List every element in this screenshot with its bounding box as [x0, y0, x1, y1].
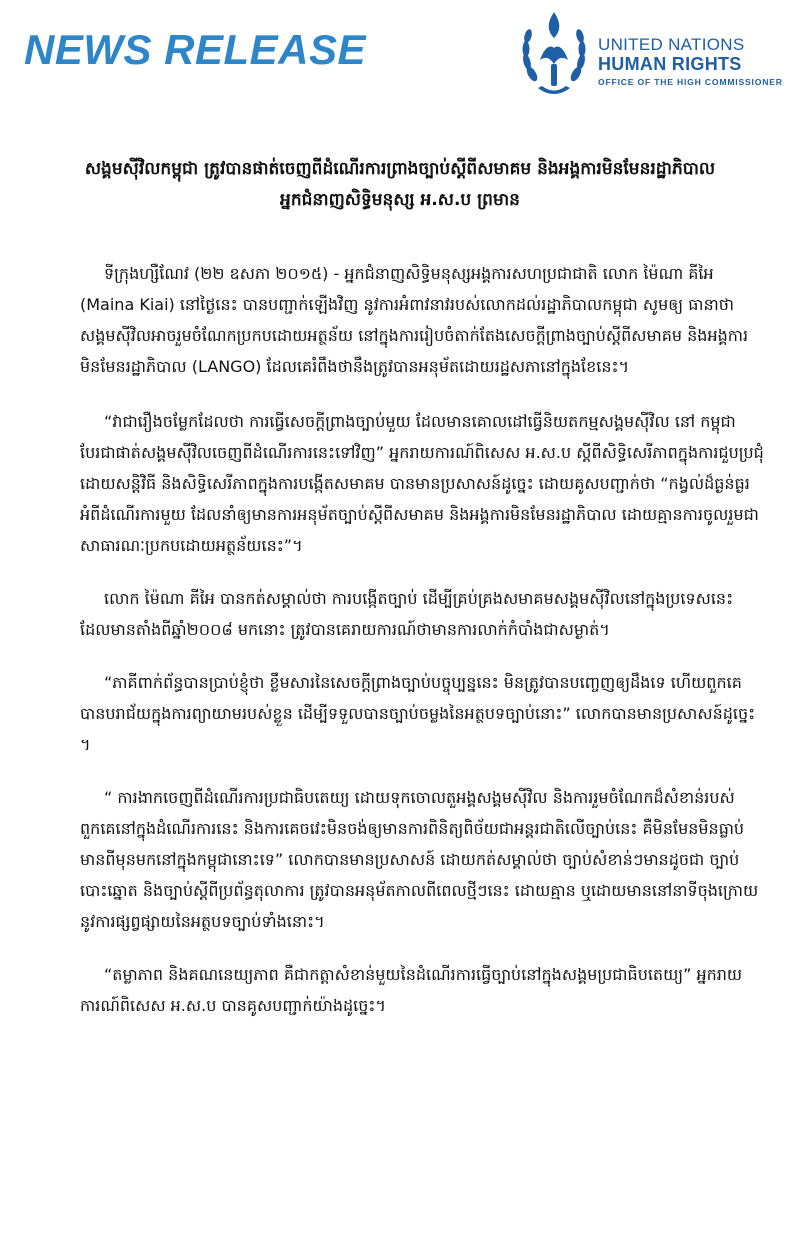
logo-office-high-commissioner: OFFICE OF THE HIGH COMMISSIONER — [598, 77, 783, 87]
news-release-heading: NEWS RELEASE — [24, 26, 367, 73]
paragraph: “ ការងាកចេញពីដំណើរការប្រជាធិបតេយ្យ ដោយទុកចោលតួអង្គសង្គមស៊ីវិល និងការរួមចំណែកដ៏សំខាន់របស់ពួកគេនៅក្នុងដំណើរការនេះ និងការគេចវេះមិនចង់ឲ្យមានការពិនិត្យពិច័យជាអន្តរជាតិលើច្បាប់នេះ គឺមិនមែនមិនធ្លាប់មានពីមុនមកនៅក្នុងកម្ពុជានោះទេ” លោកបានមានប្រសាសន៍ ដោយកត់សម្គាល់ថា ច្បាប់សំខាន់ៗមានដូចជា ច្បាប់បោះឆ្នោត និងច្បាប់ស្ដីពីប្រព័ន្ធតុលាការ ត្រូវបានអនុម័តកាលពីពេលថ្មីៗនេះ ដោយគ្មាន ឬដោយមាននៅនាទីចុងក្រោយ នូវការផ្សព្វផ្សាយនៃអត្ថបទច្បាប់ទាំងនោះ។ — [80, 788, 759, 931]
paragraph: “ភាគីពាក់ព័ន្ធបានប្រាប់ខ្ញុំថា ខ្លឹមសារនៃសេចក្ដីព្រាងច្បាប់បច្ចុប្បន្ននេះ មិនត្រូវបានបញ្ចេញឲ្យដឹងទេ ហើយពួកគេ បានបរាជ័យក្នុងការព្យាយាមរបស់ខ្លួន ដើម្បីទទួលបានច្បាប់ចម្លងនៃអត្ថបទច្បាប់នោះ” លោកបានមានប្រសាសន៍ដូច្នេះ ។ — [80, 673, 756, 754]
logo-united-nations: UNITED NATIONS — [598, 35, 745, 54]
paragraph: “វាជារឿងចម្លែកដែលថា ការធ្វើសេចក្ដីព្រាងច្បាប់មួយ ដែលមានគោលដៅធ្វើនិយតកម្មសង្គមស៊ីវិល នៅ កម្ពុជា បែរជាផាត់សង្គមស៊ីវិលចេញពីដំណើរការនេះទៅវិញ” អ្នករាយការណ៍ពិសេស អ.ស.ប ស្ដីពីសិទ្ធិសេរីភាពក្នុងការជួបប្រជុំដោយសន្តិវិធី និងសិទ្ធិសេរីភាពក្នុងការបង្កើតសមាគម បានមានប្រសាសន៍ដូច្នេះ ដោយគូសបញ្ជាក់ថា “កង្វល់ដ៏ធ្ងន់ធ្ងរអំពីដំណើរការមួយ ដែលនាំឲ្យមានការអនុម័តច្បាប់ស្ដីពីសមាគម និងអង្គការមិនមែនរដ្ឋាភិបាល ដោយគ្មានការចូលរួមជាសាធារណៈប្រកបដោយអត្ថន័យនេះ”។ — [80, 412, 764, 555]
title-line-2: អ្នកជំនាញសិទ្ធិមនុស្ស អ.ស.ប ព្រមាន — [280, 190, 520, 210]
paragraph: ទីក្រុងហ្សឺណែវ (២២ ឧសភា ២០១៥) - អ្នកជំនាញសិទ្ធិមនុស្សអង្គការសហប្រជាជាតិ លោក ម៉ៃណា គីអៃ (Maina Kiai) នៅថ្ងៃនេះ បានបញ្ជាក់ឡើងវិញ នូវការអំពាវនាវរបស់លោកដល់រដ្ឋាភិបាលកម្ពុជា សូមឲ្យ ធានាថា សង្គមស៊ីវិលអាចរួមចំណែកប្រកបដោយអត្ថន័យ នៅក្នុងការរៀបចំតាក់តែងសេចក្ដីព្រាងច្បាប់ស្ដីពីសមាគម និងអង្គការមិនមែនរដ្ឋាភិបាល (LANGO) ដែលគេរំពឹងថានឹងត្រូវបានអនុម័តដោយរដ្ឋសភានៅក្នុងខែនេះ។ — [80, 264, 749, 376]
logo-human-rights: HUMAN RIGHTS — [598, 54, 742, 74]
article-body — [0, 258, 800, 1021]
un-human-rights-logo — [518, 8, 788, 104]
title-line-1: សង្គមស៊ីវិលកម្ពុជា ត្រូវបានផាត់ចេញពីដំណើរការព្រាងច្បាប់ស្ដីពីសមាគម និងអង្គការមិនមែនរដ្ឋាភិបាល — [84, 159, 716, 179]
logo-text — [598, 36, 783, 87]
page-header — [0, 0, 800, 118]
un-human-rights-emblem-icon — [518, 8, 590, 100]
paragraph: “តម្លាភាព និងគណនេយ្យភាព គឺជាកត្តាសំខាន់មួយនៃដំណើរការធ្វើច្បាប់នៅក្នុងសង្គមប្រជាធិបតេយ្យ” អ្នករាយការណ៍ពិសេស អ.ស.ប បានគូសបញ្ជាក់យ៉ាងដូច្នេះ។ — [80, 965, 743, 1015]
paragraph: លោក ម៉ៃណា គីអៃ បានកត់សម្គាល់ថា ការបង្កើតច្បាប់ ដើម្បីគ្រប់គ្រងសមាគមសង្គមស៊ីវិលនៅក្នុងប្រទេសនេះ ដែលមានតាំងពីឆ្នាំ២០០៨ មកនោះ ត្រូវបានគេរាយការណ៍ថាមានការលាក់កំបាំងជាសម្ងាត់។ — [80, 589, 734, 639]
article-title — [0, 154, 800, 216]
